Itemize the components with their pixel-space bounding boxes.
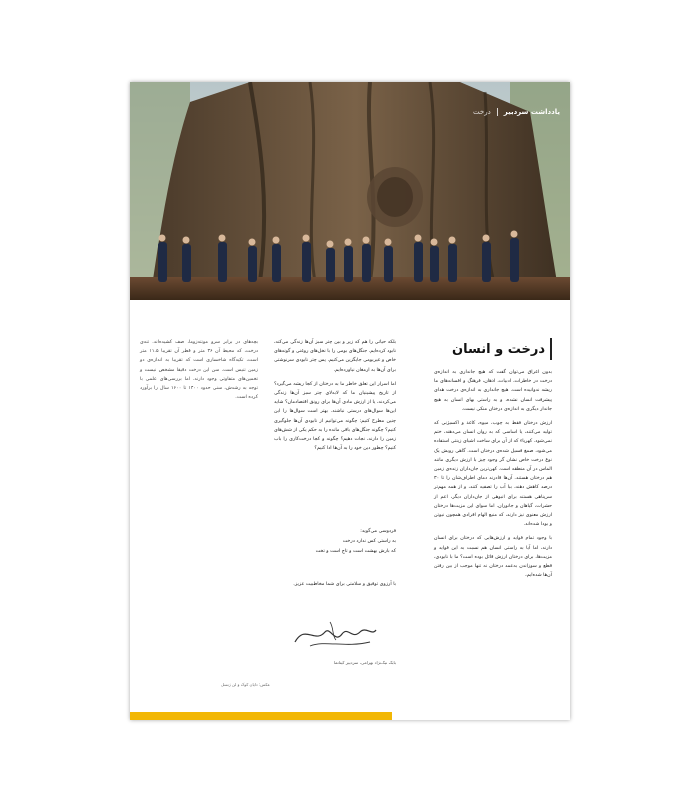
middle-paragraph-1: بلکه حیاتی را هم که زیر و بین چتر سبز آن‌ها زندگی می‌کند، نابود کرده‌ایم. جنگل‌های بومی را با نخل‌های روغنی و گونه‌های خاص و غیربومی جایگزین می‌کنیم. پس چتر نابودی سرنوشتی برای آن‌ها به ارمغان نیاورده‌ایم. (274, 340, 396, 373)
magazine-page (130, 82, 570, 720)
article-title: درخت و انسان (452, 341, 545, 357)
right-paragraph-2: ارزش درختان فقط به چوب، میوه، کاغذ و اکسیژنی که تولید می‌کنند، یا اساسی که به روان انسان می‌دهند، ختم نمی‌شود. کهریاء که از آن برای ساخت اشیای زینتی استفاده می‌شود، صمغ فسیل شده‌ی درختان است. گاهی رویش یک نوع درخت خاص نشان گر وجود چیز با ارزش دیگری مانند الماس در آن منطقه است. کهن‌ترین جان‌داران زنده‌ی زمین هم درختان هستند. آن‌ها قادرند دمای اطراف‌شان را تا ۳۰ درصد کاهش دهند، ببا آب را تصفیه کنند، و از همه مهم‌تر سرپناهی هستند برای انبوهی از جان‌داران دیگر، اعم از حشرات، گیاهان و جانوران. اما سوای این مزیت‌ها درختان ارزش معنوی نیز دارند، که منبع الهام افرادی همچون نیوتن و بودا شده‌اند. (434, 421, 552, 528)
subsection-label: درخت (473, 108, 491, 116)
header-divider (497, 108, 498, 116)
middle-column (274, 338, 396, 458)
accent-bar (130, 712, 392, 720)
right-paragraph-3: با وجود تمام فواید و ارزش‌هایی که درختان برای انسان دارند، اما آیا به راستی انسان هم نسبت به این فواید و مزیت‌ها، برای درختان ارزش قائل بوده است؟ ما با نابودی، قطع و سوزاندن به‌عمد درختان نه تنها موجب از بین رفتن آن‌ها شده‌ایم، (434, 536, 552, 579)
section-header (473, 108, 560, 116)
closing-line: با آرزوی توفیق و سلامتی برای شما مخاطبیت عزیز. (293, 582, 396, 587)
poem-line-2: که بارش بهشت است و تاج است و تخت (315, 549, 396, 554)
editor-signature-name: بابک نیک‌نژاد بهرامی، سردبیر کیتاتما (333, 660, 396, 665)
poem-line-1: به راستی کس ندارد درخت (342, 539, 396, 544)
right-column (434, 368, 552, 585)
photo-caption: بچه‌های در برابر سرو مونته‌زوما، صف کشیده‌اند. تنه‌ی درخت، که محیط آن ۳۶ متر و قطر آن تقریبا ۱۱.۵ متر است، تکیه‌گاه شاخساری است که تقریبا به اندازه‌ی دو زمین تنیس است. سن این درخت دقیقا مشخص نیست و تخمین‌های متفاوتی وجود دارند. اما بررسی‌های علمی با توجه به رشدش، سنی حدود ۱۴۰۰ تا ۱۶۰۰ سال را برآورد کرده است. (140, 340, 259, 401)
signature-mark (290, 614, 380, 654)
tree-photo (130, 82, 570, 300)
article-title-block (434, 338, 552, 360)
title-bar (550, 338, 552, 360)
photo-credit: عکس: دایان کوک و لن ژنسل (221, 682, 270, 687)
right-paragraph-1: بدون اغراق می‌توان گفت که هیچ جانداری به اندازه‌ی درخت در خاطرات، ادبیات، اذهان، فرهنگ و افسانه‌های ما ریشه ندوانیده است. هیچ جانداری به اندازه‌ی درخت هدای پیشرفت انسان نشده، و به راستی بهای انسان به هیچ جاندار دیگری به اندازه‌ی درختان منکی نیست. (434, 370, 552, 412)
poem-block (274, 527, 396, 557)
section-label: یادداشت سردبیر (503, 108, 560, 116)
poem-intro: فردوسی می‌گوید: (360, 529, 396, 534)
middle-paragraph-2: اما اسرار این تعلق خاطر ما به درختان از کجا ریشه می‌گیرد؟ از تاریخ پیشینیان ما که لابه‌لای چتر سبز آن‌ها زندگی می‌کردند، یا از ارزش مادی آن‌ها برای رونق اقتصادمان؟ شاید این‌ها سوال‌های درستی نباشند. بهتر است سوال‌ها را این چنین مطرح کنیم: چگونه می‌توانیم از نابودی آن‌ها جلوگیری کنیم؟ چگونه جنگل‌های باقی مانده را به حکم یکی از شش‌های زمین را دارند، نجات دهیم؟ چگونه و کجا درخت‌کاری را باب کنیم؟ چطور دین خود را به آن‌ها ادا کنیم؟ (274, 381, 396, 452)
